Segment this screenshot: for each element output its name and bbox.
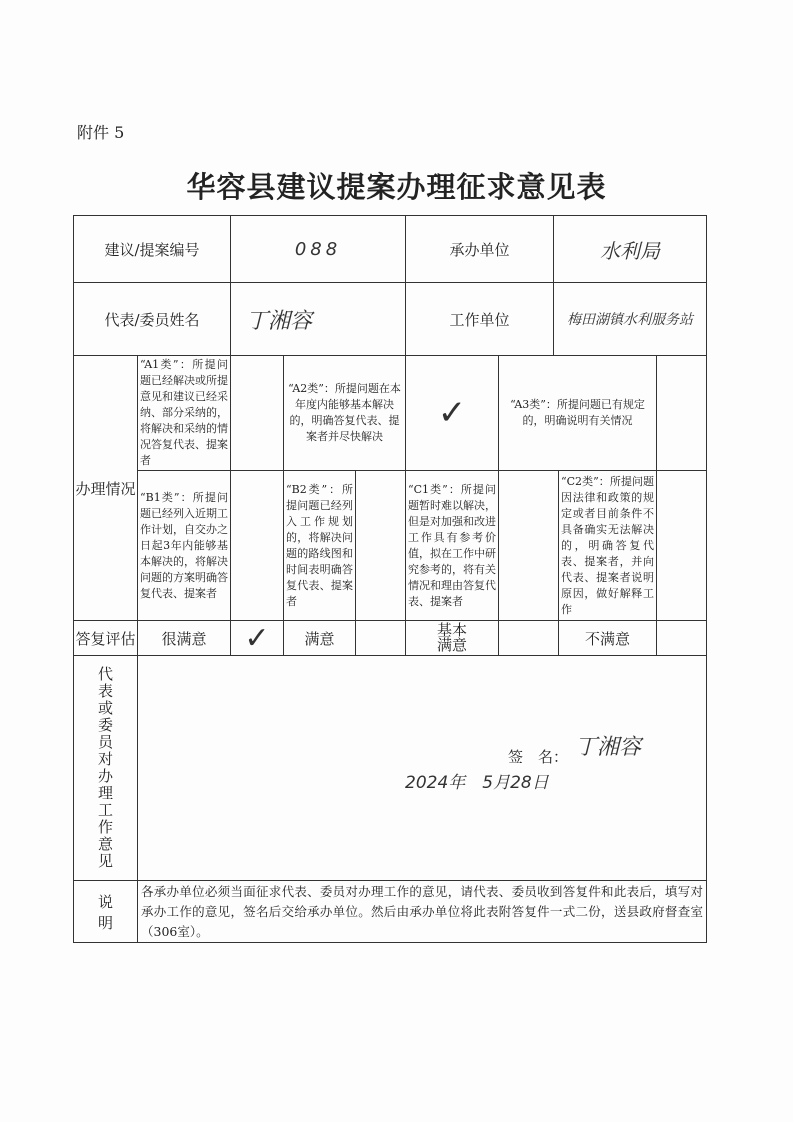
sign-label: 签 名： bbox=[508, 748, 569, 766]
attachment-label: 附件 5 bbox=[77, 123, 125, 142]
very-satisfied-label: 很满意 bbox=[137, 620, 231, 656]
category-a3: “A3类”：所提问题已有规定的，明确说明有关情况 bbox=[498, 355, 657, 471]
basic-satisfied-label: 基本满意 bbox=[405, 620, 499, 656]
opinion-label: 代表或委员对办理工作意见 bbox=[73, 655, 138, 881]
category-c2: “C2类”：所提问题因法律和政策的规定或者目前条件不具备确实无法解决的，明确答复代表、提案者，并向代表、提案者说明原因，做好解释工作 bbox=[558, 470, 657, 621]
category-a1: “A1类”：所提问题已经解决或所提意见和建议已经采纳、部分采纳的，将解决和采纳的情况答复代表、提案者 bbox=[137, 355, 231, 471]
basic-satisfied-checkbox[interactable] bbox=[498, 620, 559, 656]
note-label: 说明 bbox=[73, 880, 138, 943]
checkbox-a2-checked[interactable]: ✓ bbox=[405, 355, 499, 471]
checkbox-c2[interactable] bbox=[656, 470, 707, 621]
category-c1: “C1类”：所提问题暂时难以解决，但是对加强和改进工作具有参考价值，拟在工作中研究参考的，将有关情况和理由答复代表、提案者 bbox=[405, 470, 499, 621]
satisfied-label: 满意 bbox=[283, 620, 356, 656]
very-satisfied-checked[interactable]: ✓ bbox=[230, 620, 284, 656]
handling-label: 办理情况 bbox=[73, 355, 138, 621]
proposal-no-label: 建议/提案编号 bbox=[73, 215, 231, 283]
proposal-no-value: 088 bbox=[230, 215, 406, 283]
checkbox-b1[interactable] bbox=[230, 470, 284, 621]
checkbox-c1[interactable] bbox=[498, 470, 559, 621]
checkbox-a3[interactable] bbox=[656, 355, 707, 471]
handling-unit-value: 水利局 bbox=[553, 215, 707, 283]
category-b1: “B1类”：所提问题已经列入近期工作计划，自交办之日起3年内能够基本解决的，将解决问题的方案明确答复代表、提案者 bbox=[137, 470, 231, 621]
checkbox-b2[interactable] bbox=[355, 470, 406, 621]
unsatisfied-checkbox[interactable] bbox=[656, 620, 707, 656]
note-text: 各承办单位必须当面征求代表、委员对办理工作的意见，请代表、委员收到答复件和此表后，填写对承办工作的意见，签名后交给承办单位。然后由承办单位将此表附答复件一式二份，送县政府督查室（306室）。 bbox=[137, 880, 707, 943]
satisfied-checkbox[interactable] bbox=[355, 620, 406, 656]
evaluation-label: 答复评估 bbox=[73, 620, 138, 656]
work-unit-label: 工作单位 bbox=[405, 282, 554, 356]
sign-date: 2024年 5月28日 bbox=[405, 773, 549, 793]
rep-name-label: 代表/委员姓名 bbox=[73, 282, 231, 356]
page-title: 华容县建议提案办理征求意见表 bbox=[186, 170, 607, 204]
category-a2: “A2类”：所提问题在本年度内能够基本解决的，明确答复代表、提案者并尽快解决 bbox=[283, 355, 406, 471]
handling-unit-label: 承办单位 bbox=[405, 215, 554, 283]
work-unit-value: 梅田湖镇水利服务站 bbox=[553, 282, 707, 356]
checkbox-a1[interactable] bbox=[230, 355, 284, 471]
category-b2: “B2类”：所提问题已经列入工作规划的，将解决问题的路线图和时间表明确答复代表、提案者 bbox=[283, 470, 356, 621]
rep-name-value: 丁湘容 bbox=[230, 282, 406, 356]
signature: 丁湘容 bbox=[575, 735, 642, 760]
unsatisfied-label: 不满意 bbox=[558, 620, 657, 656]
